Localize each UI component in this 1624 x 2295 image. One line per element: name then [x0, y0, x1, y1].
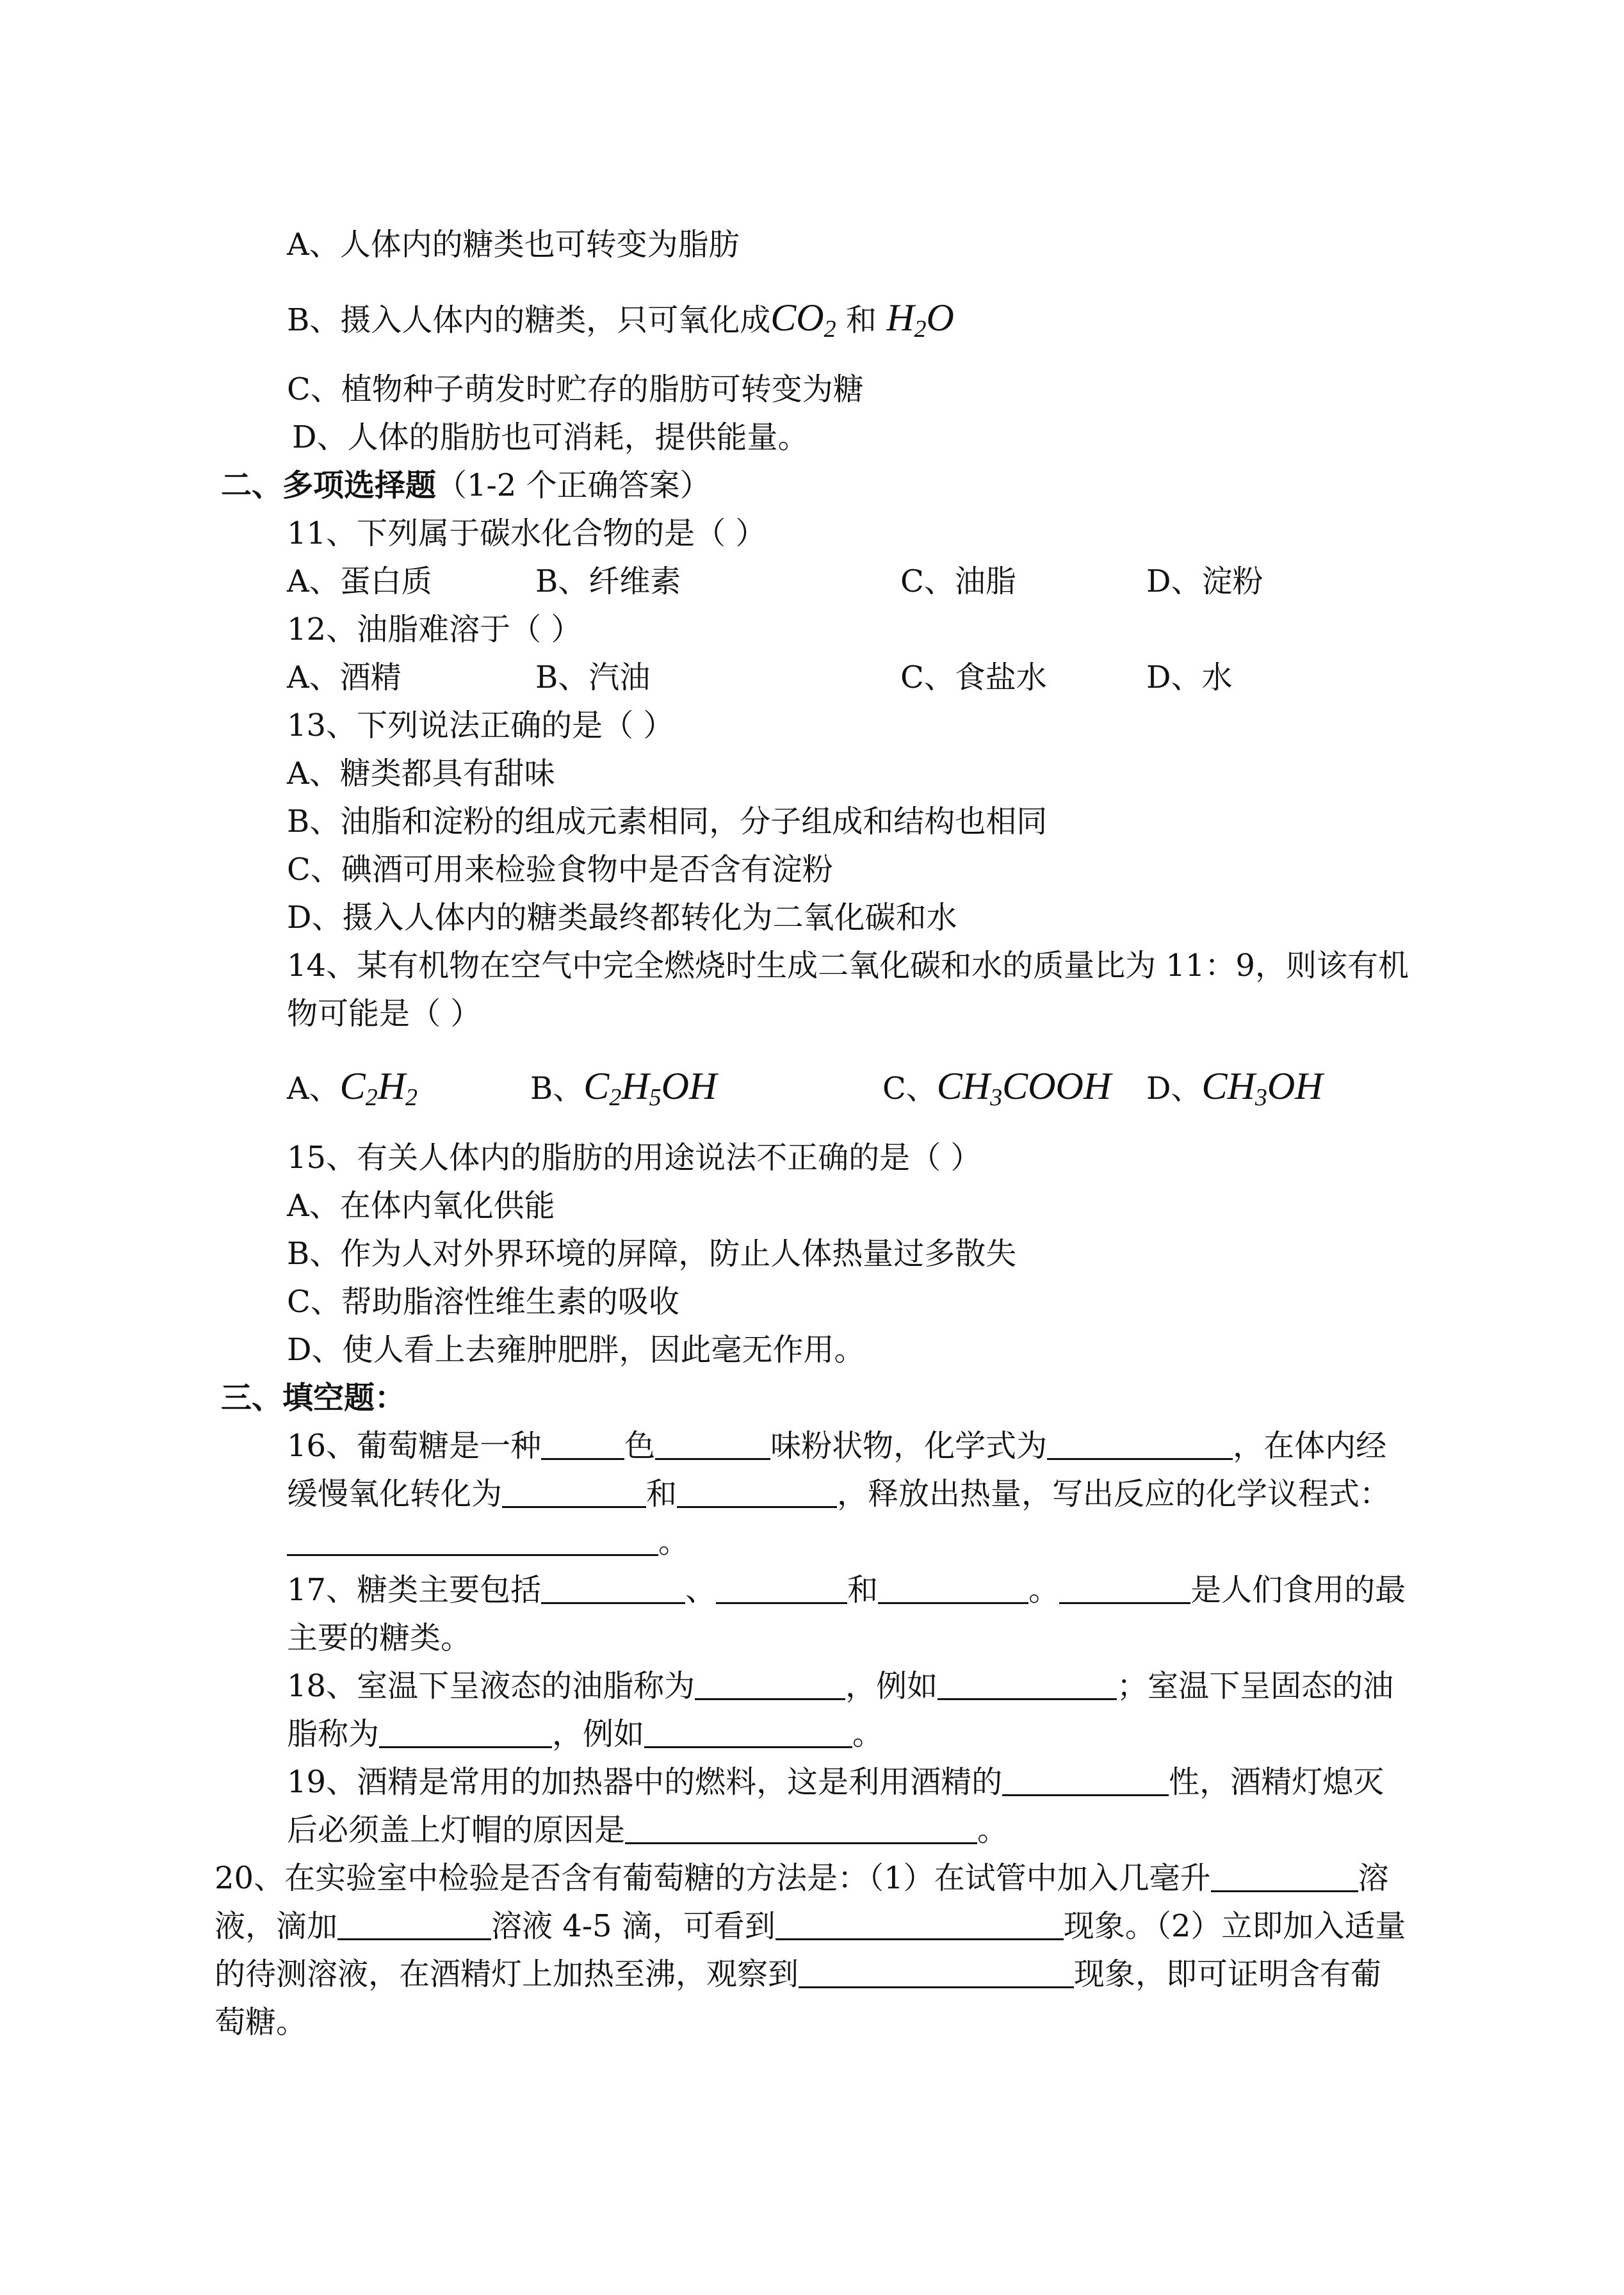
q18-blank-solid-example[interactable]: [644, 1718, 852, 1748]
formula-ch3cooh: $CH_3COOH$: [936, 1065, 1112, 1111]
q17-blank-1[interactable]: [541, 1574, 685, 1604]
q17-text-2: 、: [685, 1572, 717, 1608]
q14-option-a-label: A、: [287, 1071, 340, 1107]
q11-option-c: C、油脂: [900, 564, 1016, 599]
q10-option-c: C、植物种子萌发时贮存的脂肪可转变为糖: [287, 371, 864, 407]
q17-text-4: 。: [1028, 1572, 1060, 1608]
q20-text-2: 溶: [1358, 1860, 1389, 1896]
q18-text-5: ，例如: [552, 1716, 645, 1752]
q20-text-3: 液，滴加: [215, 1908, 338, 1944]
q16-text-3: 味粉状物，化学式为: [770, 1428, 1048, 1464]
q13-option-c: C、碘酒可用来检验食物中是否含有淀粉: [287, 852, 833, 888]
q16-blank-color[interactable]: [541, 1430, 624, 1460]
q11-option-a: A、蛋白质: [287, 564, 432, 599]
q10-option-a: A、人体内的糖类也可转变为脂肪: [287, 227, 740, 263]
q14-option-c: [882, 1065, 1112, 1115]
q18-blank-liquid-name[interactable]: [695, 1670, 845, 1700]
q15-option-b: B、作为人对外界环境的屏障，防止人体热量过多散失: [287, 1236, 1017, 1272]
q18-blank-solid-name[interactable]: [379, 1718, 552, 1748]
q16-blank-product-2[interactable]: [677, 1478, 837, 1508]
q20-text-7: 现象，即可证明含有葡: [1074, 1956, 1382, 1992]
q11-option-d: D、淀粉: [1146, 564, 1263, 599]
q16-blank-formula[interactable]: [1047, 1430, 1233, 1460]
q17-line1: [287, 1572, 1406, 1608]
q13-stem: 13、下列说法正确的是（ ）: [287, 708, 674, 743]
q18-text-6: 。: [852, 1716, 884, 1752]
formula-c2h2: $C_2H_2$: [339, 1065, 418, 1111]
q14-option-d: [1146, 1065, 1323, 1115]
q17-text-5: 是人们食用的最: [1190, 1572, 1406, 1608]
q17-blank-4[interactable]: [1059, 1574, 1190, 1604]
q10-option-b-and: 和: [845, 302, 877, 338]
q16-text-8: 。: [658, 1524, 690, 1560]
q19-line1: [287, 1764, 1384, 1800]
q16-line2: [287, 1476, 1390, 1512]
q16-blank-product-1[interactable]: [502, 1478, 646, 1508]
section-3-title: 三、填空题：: [221, 1380, 406, 1416]
q14-option-c-label: C、: [882, 1071, 937, 1107]
section-2-note: （1-2 个正确答案）: [436, 467, 711, 503]
q16-line1: [287, 1428, 1386, 1464]
q16-line3: [287, 1524, 689, 1560]
q12-option-a: A、酒精: [287, 660, 402, 695]
q18-blank-liquid-example[interactable]: [938, 1670, 1117, 1700]
q16-text-5: 缓慢氧化转化为: [287, 1476, 503, 1512]
q20-blank-solution-2[interactable]: [337, 1910, 491, 1940]
formula-ch3oh: $CH_3OH$: [1201, 1065, 1323, 1111]
q14-option-b: [530, 1065, 717, 1115]
q16-blank-taste[interactable]: [655, 1430, 770, 1460]
q13-option-b: B、油脂和淀粉的组成元素相同，分子组成和结构也相同: [287, 804, 1048, 839]
q20-line4: 萄糖。: [215, 2004, 307, 2040]
q12-stem: 12、油脂难溶于（ ）: [287, 612, 582, 647]
q19-text-1: 19、酒精是常用的加热器中的燃料，这是利用酒精的: [287, 1764, 1003, 1800]
q12-option-c: C、食盐水: [900, 660, 1047, 695]
q16-text-7: ，释放出热量，写出反应的化学议程式：: [837, 1476, 1391, 1512]
q20-text-6: 的待测溶液，在酒精灯上加热至沸，观察到: [215, 1956, 799, 1992]
q10-option-d: D、人体的脂肪也可消耗，提供能量。: [292, 419, 809, 455]
q14-stem-line2: 物可能是（ ）: [287, 996, 482, 1032]
q19-blank-reason[interactable]: [625, 1814, 977, 1844]
q14-option-b-label: B、: [530, 1071, 584, 1107]
q14-stem-line1: 14、某有机物在空气中完全燃烧时生成二氧化碳和水的质量比为 11：9，则该有机: [287, 948, 1409, 984]
q19-line2: [287, 1812, 1008, 1848]
q18-line2: [287, 1716, 883, 1752]
q17-blank-3[interactable]: [878, 1574, 1028, 1604]
q19-blank-property[interactable]: [1002, 1766, 1169, 1796]
q15-option-a: A、在体内氧化供能: [287, 1188, 555, 1224]
q12-option-b: B、汽油: [535, 660, 651, 695]
q17-blank-2[interactable]: [716, 1574, 847, 1604]
q17-text-3: 和: [847, 1572, 879, 1608]
q16-text-4: ，在体内经: [1233, 1428, 1387, 1464]
q13-option-a: A、糖类都具有甜味: [287, 756, 555, 791]
q19-text-3: 后必须盖上灯帽的原因是: [287, 1812, 626, 1848]
q18-text-1: 18、室温下呈液态的油脂称为: [287, 1668, 695, 1704]
formula-co2: $CO_2$: [770, 296, 836, 343]
q19-text-2: 性，酒精灯熄灭: [1169, 1764, 1384, 1800]
q18-text-2: ，例如: [845, 1668, 938, 1704]
q20-text-4: 溶液 4-5 滴，可看到: [491, 1908, 775, 1944]
q20-blank-phenomenon-1[interactable]: [775, 1910, 1064, 1940]
q11-stem: 11、下列属于碳水化合物的是（ ）: [287, 515, 767, 551]
q14-option-a: [287, 1065, 418, 1115]
q15-stem: 15、有关人体内的脂肪的用途说法不正确的是（ ）: [287, 1140, 982, 1176]
q20-blank-phenomenon-2[interactable]: [799, 1958, 1074, 1988]
q16-text-6: 和: [646, 1476, 678, 1512]
q18-text-4: 脂称为: [287, 1716, 380, 1752]
q13-option-d: D、摄入人体内的糖类最终都转化为二氧化碳和水: [287, 900, 957, 936]
q20-line3: [215, 1956, 1381, 1992]
q20-blank-solution-1[interactable]: [1211, 1862, 1358, 1892]
formula-h2o: $H_2O$: [886, 296, 954, 343]
q16-text-1: 16、葡萄糖是一种: [287, 1428, 542, 1464]
q18-line1: [287, 1668, 1393, 1704]
formula-c2h5oh: $C_2H_5OH$: [583, 1065, 717, 1111]
q11-option-b: B、纤维素: [535, 564, 681, 599]
q18-text-3: ；室温下呈固态的油: [1117, 1668, 1394, 1704]
q17-text-1: 17、糖类主要包括: [287, 1572, 542, 1608]
section-2-heading: [221, 467, 711, 503]
q10-option-b: [287, 296, 954, 347]
q17-line2: 主要的糖类。: [287, 1620, 472, 1656]
q20-text-1: 20、在实验室中检验是否含有葡萄糖的方法是：（1）在试管中加入几毫升: [215, 1860, 1211, 1896]
q20-line2: [215, 1908, 1406, 1944]
q14-option-d-label: D、: [1146, 1071, 1202, 1107]
q20-line1: [215, 1860, 1389, 1896]
q12-option-d: D、水: [1146, 660, 1233, 695]
q20-text-5: 现象。（2）立即加入适量: [1063, 1908, 1406, 1944]
q15-option-d: D、使人看上去雍肿肥胖，因此毫无作用。: [287, 1332, 865, 1368]
q16-text-2: 色: [624, 1428, 656, 1464]
q15-option-c: C、帮助脂溶性维生素的吸收: [287, 1284, 679, 1320]
q16-blank-equation[interactable]: [287, 1526, 658, 1556]
section-2-title: 二、多项选择题: [221, 467, 437, 503]
q10-option-b-text: B、摄入人体内的糖类，只可氧化成: [287, 302, 771, 338]
q19-text-4: 。: [977, 1812, 1009, 1848]
